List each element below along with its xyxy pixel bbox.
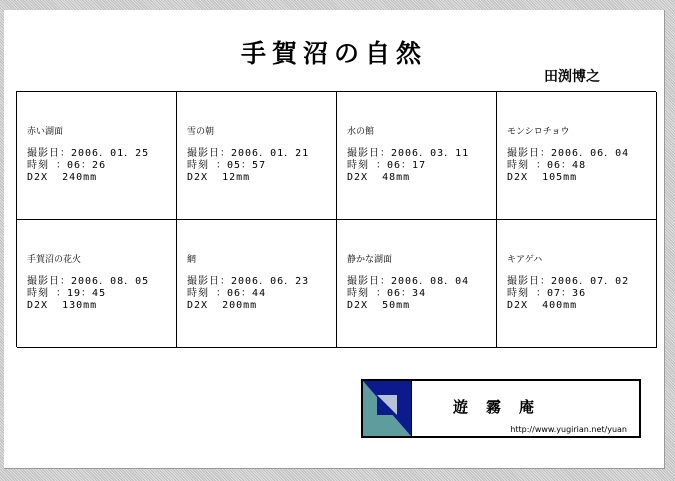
shot-time: 時刻 ：06：26 bbox=[27, 160, 107, 171]
photo-cell bbox=[17, 92, 177, 220]
photo-cell bbox=[17, 220, 177, 348]
document-title: 手賀沼の自然 bbox=[240, 39, 427, 68]
shot-date: 撮影日：2006．08．04 bbox=[347, 276, 470, 287]
author-name: 田渕博之 bbox=[544, 69, 600, 85]
photo-name: モンシロチョウ bbox=[507, 127, 570, 137]
shot-date: 撮影日：2006．06．04 bbox=[507, 148, 630, 159]
shot-date: 撮影日：2006．03．11 bbox=[347, 148, 470, 159]
shot-date: 撮影日：2006．06．23 bbox=[187, 276, 310, 287]
shot-date: 撮影日：2006．08．05 bbox=[27, 276, 150, 287]
document-sheet bbox=[4, 10, 665, 469]
photo-name: 手賀沼の花火 bbox=[27, 255, 82, 265]
lens-info: D2X 50mm bbox=[347, 300, 411, 311]
lens-info: D2X 240mm bbox=[27, 172, 98, 183]
photo-table bbox=[16, 91, 656, 347]
photo-cell bbox=[497, 220, 657, 348]
shot-time: 時刻 ：06：44 bbox=[187, 288, 267, 299]
shot-date: 撮影日：2006．01．21 bbox=[187, 148, 310, 159]
photo-name: 雪の朝 bbox=[187, 127, 215, 137]
lens-info: D2X 400mm bbox=[507, 300, 578, 311]
lens-info: D2X 12mm bbox=[187, 172, 251, 183]
lens-info: D2X 48mm bbox=[347, 172, 411, 183]
lens-info: D2X 200mm bbox=[187, 300, 258, 311]
logo-box bbox=[361, 379, 641, 438]
shot-time: 時刻 ：19：45 bbox=[27, 288, 107, 299]
shot-time: 時刻 ：06：48 bbox=[507, 160, 587, 171]
photo-cell bbox=[177, 92, 337, 220]
shot-time: 時刻 ：07：36 bbox=[507, 288, 587, 299]
photo-cell bbox=[177, 220, 337, 348]
photo-name: 赤い湖面 bbox=[27, 127, 64, 137]
shot-time: 時刻 ：06：34 bbox=[347, 288, 427, 299]
logo-name: 遊霧庵 bbox=[453, 398, 553, 416]
shot-time: 時刻 ：05：57 bbox=[187, 160, 267, 171]
shot-date: 撮影日：2006．07．02 bbox=[507, 276, 630, 287]
photo-cell bbox=[337, 92, 497, 220]
shot-date: 撮影日：2006．01．25 bbox=[27, 148, 150, 159]
lens-info: D2X 130mm bbox=[27, 300, 98, 311]
lens-info: D2X 105mm bbox=[507, 172, 578, 183]
shot-time: 時刻 ：06：17 bbox=[347, 160, 427, 171]
logo-mark-icon bbox=[363, 381, 412, 436]
photo-name: 網 bbox=[187, 255, 197, 265]
logo-url: http://www.yugirian.net/yuan bbox=[510, 425, 627, 434]
photo-cell bbox=[497, 92, 657, 220]
photo-name: 静かな湖面 bbox=[347, 255, 393, 265]
photo-name: キアゲハ bbox=[507, 255, 543, 265]
photo-name: 水の館 bbox=[347, 127, 375, 137]
photo-cell bbox=[337, 220, 497, 348]
